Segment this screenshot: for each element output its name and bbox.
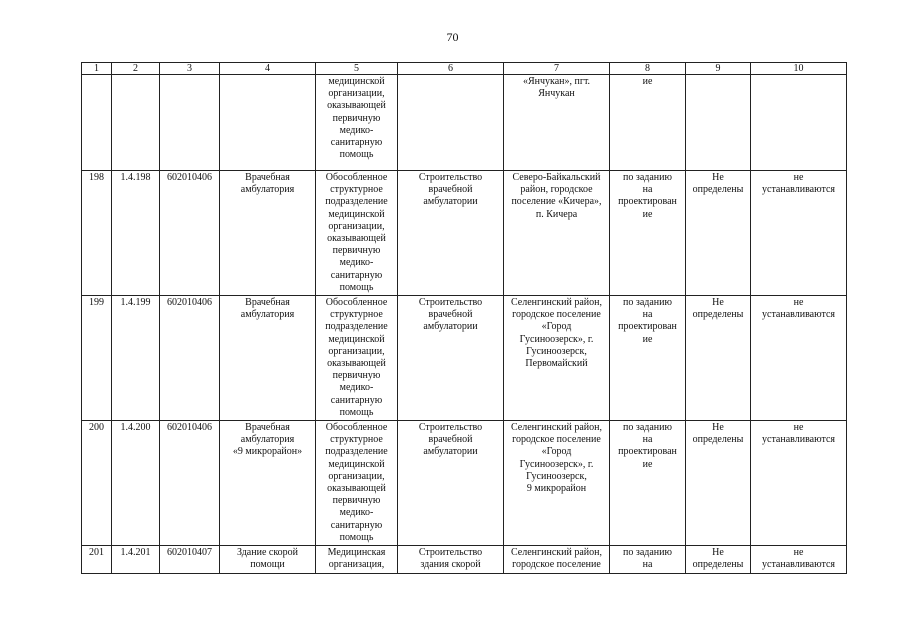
cell-text-line: Не bbox=[712, 547, 724, 559]
cell-text-line: определены bbox=[692, 309, 744, 321]
table-cell bbox=[82, 171, 112, 296]
cell-text-line: Строительство bbox=[418, 297, 483, 309]
column-header: 9 bbox=[686, 63, 751, 75]
cell-text-line: определены bbox=[692, 434, 744, 446]
cell-text-line: Врачебная bbox=[245, 297, 290, 309]
cell-text-line: медико- bbox=[339, 382, 374, 394]
table-cell bbox=[82, 421, 112, 546]
cell-text-line: оказывающей bbox=[327, 233, 386, 245]
table-cell bbox=[112, 296, 160, 421]
cell-text-line: 1.4.201 bbox=[120, 547, 151, 559]
cell-text-line: «Янчукан», пгт. bbox=[522, 76, 591, 87]
table-cell bbox=[751, 546, 847, 573]
cell-text-line: медико- bbox=[339, 507, 374, 519]
cell-text-line: поселение «Кичера», bbox=[511, 196, 602, 208]
cell-text-line: первичную bbox=[332, 370, 381, 382]
cell-text-line: определены bbox=[692, 184, 744, 196]
cell-text-line: Янчукан bbox=[538, 88, 575, 100]
table-cell bbox=[686, 296, 751, 421]
cell-text-line: организации, bbox=[328, 88, 385, 100]
cell-text-line: 199 bbox=[89, 297, 104, 309]
table-cell bbox=[610, 546, 686, 573]
cell-text-line: проектирован bbox=[618, 446, 677, 458]
table-cell bbox=[504, 421, 610, 546]
cell-text-line: подразделение bbox=[325, 196, 388, 208]
column-header: 5 bbox=[316, 63, 398, 75]
cell-text-line: Обособленное bbox=[325, 297, 388, 309]
cell-text-line: ие bbox=[642, 208, 653, 220]
cell-text-line: ие bbox=[642, 76, 653, 87]
cell-text-line: санитарную bbox=[330, 519, 383, 531]
table-cell bbox=[751, 75, 847, 171]
cell-text-line: первичную bbox=[332, 245, 381, 257]
cell-text-line: на bbox=[642, 434, 653, 446]
cell-text-line: медицинской bbox=[328, 458, 385, 470]
cell-text-line: по заданию bbox=[623, 422, 672, 434]
cell-text-line: Обособленное bbox=[325, 172, 388, 183]
cell-text-line: медицинской bbox=[328, 76, 385, 87]
table-cell bbox=[398, 75, 504, 171]
cell-text-line: устанавливаются bbox=[762, 309, 835, 321]
table-cell bbox=[82, 546, 112, 573]
cell-text-line: устанавливаются bbox=[762, 184, 835, 196]
table-cell bbox=[82, 296, 112, 421]
cell-text-line: структурное bbox=[330, 309, 383, 321]
table-cell bbox=[610, 75, 686, 171]
table-row bbox=[82, 171, 847, 296]
cell-text-line: Не bbox=[712, 297, 724, 309]
table-cell bbox=[316, 421, 398, 546]
cell-text-line: Не bbox=[712, 172, 724, 183]
cell-text-line: первичную bbox=[332, 495, 381, 507]
cell-text-line: санитарную bbox=[330, 394, 383, 406]
table-cell bbox=[686, 546, 751, 573]
table-cell bbox=[112, 75, 160, 171]
column-header: 7 bbox=[504, 63, 610, 75]
cell-text-line: проектирован bbox=[618, 321, 677, 333]
cell-text-line: 602010407 bbox=[167, 547, 212, 559]
table-cell bbox=[160, 421, 220, 546]
cell-text-line: Врачебная bbox=[245, 422, 290, 434]
cell-text-line: район, городское bbox=[520, 184, 593, 196]
table-cell bbox=[160, 171, 220, 296]
table-cell bbox=[316, 75, 398, 171]
cell-text-line: Селенгинский район, bbox=[511, 422, 602, 434]
column-header: 8 bbox=[610, 63, 686, 75]
cell-text-line: оказывающей bbox=[327, 100, 386, 112]
table-cell bbox=[751, 171, 847, 296]
cell-text-line: медико- bbox=[339, 124, 374, 136]
column-header: 2 bbox=[112, 63, 160, 75]
cell-text-line: п. Кичера bbox=[535, 208, 578, 220]
page-number: 70 bbox=[446, 30, 459, 44]
cell-text-line: помощи bbox=[250, 559, 285, 571]
cell-text-line: Строительство bbox=[418, 172, 483, 183]
cell-text-line: медицинской bbox=[328, 208, 385, 220]
cell-text-line: «Город bbox=[541, 321, 572, 333]
cell-text-line: помощь bbox=[339, 149, 374, 161]
cell-text-line: амбулатория bbox=[240, 434, 295, 446]
cell-text-line: 1.4.200 bbox=[120, 422, 151, 434]
cell-text-line: городское поселение bbox=[512, 434, 601, 446]
cell-text-line: 201 bbox=[89, 547, 104, 559]
cell-text-line: «9 микрорайон» bbox=[232, 446, 303, 458]
cell-text-line: амбулатория bbox=[240, 309, 295, 321]
cell-text-line: оказывающей bbox=[327, 483, 386, 495]
cell-text-line: медико- bbox=[339, 257, 374, 269]
cell-text-line: на bbox=[642, 559, 653, 571]
cell-text-line: первичную bbox=[332, 112, 381, 124]
table-cell bbox=[398, 546, 504, 573]
table-cell bbox=[82, 75, 112, 171]
cell-text-line: санитарную bbox=[330, 137, 383, 149]
cell-text-line: помощь bbox=[339, 531, 374, 543]
table-cell bbox=[504, 171, 610, 296]
table-row bbox=[82, 75, 847, 171]
cell-text-line: организации, bbox=[328, 220, 385, 232]
table-cell bbox=[610, 296, 686, 421]
cell-text-line: помощь bbox=[339, 281, 374, 293]
table-cell bbox=[160, 75, 220, 171]
table-cell bbox=[686, 421, 751, 546]
cell-text-line: 200 bbox=[89, 422, 104, 434]
cell-text-line: устанавливаются bbox=[762, 434, 835, 446]
cell-text-line: не bbox=[793, 422, 804, 434]
cell-text-line: санитарную bbox=[330, 269, 383, 281]
table-cell bbox=[220, 546, 316, 573]
table-body bbox=[82, 75, 847, 574]
cell-text-line: 1.4.199 bbox=[120, 297, 151, 309]
cell-text-line: Селенгинский район, bbox=[511, 547, 602, 559]
cell-text-line: амбулатория bbox=[240, 184, 295, 196]
cell-text-line: по заданию bbox=[623, 547, 672, 559]
table-cell bbox=[112, 171, 160, 296]
table-cell bbox=[220, 421, 316, 546]
table-row bbox=[82, 421, 847, 546]
table-row bbox=[82, 546, 847, 573]
cell-text-line: «Город bbox=[541, 446, 572, 458]
cell-text-line: проектирован bbox=[618, 196, 677, 208]
cell-text-line: не bbox=[793, 172, 804, 183]
table-cell bbox=[686, 75, 751, 171]
cell-text-line: городское поселение bbox=[512, 309, 601, 321]
cell-text-line: врачебной bbox=[428, 434, 473, 446]
cell-text-line: Не bbox=[712, 422, 724, 434]
cell-text-line: здания скорой bbox=[420, 559, 481, 571]
table-cell bbox=[220, 75, 316, 171]
cell-text-line: ие bbox=[642, 333, 653, 345]
table-cell bbox=[504, 296, 610, 421]
table-cell bbox=[316, 171, 398, 296]
document-table bbox=[81, 62, 847, 574]
cell-text-line: организации, bbox=[328, 470, 385, 482]
cell-text-line: 602010406 bbox=[167, 422, 212, 434]
table-cell bbox=[112, 546, 160, 573]
cell-text-line: Гусиноозерск», г. bbox=[519, 458, 594, 470]
table-cell bbox=[220, 296, 316, 421]
table-cell bbox=[398, 171, 504, 296]
cell-text-line: городское поселение bbox=[512, 559, 601, 571]
cell-text-line: не bbox=[793, 547, 804, 559]
cell-text-line: Гусиноозерск», г. bbox=[519, 333, 594, 345]
cell-text-line: на bbox=[642, 309, 653, 321]
cell-text-line: Северо-Байкальский bbox=[512, 172, 601, 183]
cell-text-line: Гусиноозерск, bbox=[526, 345, 587, 357]
cell-text-line: 9 микрорайон bbox=[526, 483, 587, 495]
cell-text-line: по заданию bbox=[623, 172, 672, 183]
table-cell bbox=[504, 75, 610, 171]
cell-text-line: Первомайский bbox=[525, 358, 588, 370]
cell-text-line: медицинской bbox=[328, 333, 385, 345]
table-cell bbox=[751, 296, 847, 421]
cell-text-line: 198 bbox=[89, 172, 104, 183]
cell-text-line: помощь bbox=[339, 406, 374, 418]
column-header: 1 bbox=[82, 63, 112, 75]
cell-text-line: врачебной bbox=[428, 309, 473, 321]
table-row bbox=[82, 296, 847, 421]
cell-text-line: 602010406 bbox=[167, 172, 212, 183]
cell-text-line: оказывающей bbox=[327, 358, 386, 370]
cell-text-line: по заданию bbox=[623, 297, 672, 309]
cell-text-line: структурное bbox=[330, 434, 383, 446]
cell-text-line: структурное bbox=[330, 184, 383, 196]
table-cell bbox=[112, 421, 160, 546]
cell-text-line: Здание скорой bbox=[236, 547, 299, 559]
header-row bbox=[82, 63, 847, 75]
column-header: 4 bbox=[220, 63, 316, 75]
table-cell bbox=[504, 546, 610, 573]
table-cell bbox=[160, 296, 220, 421]
cell-text-line: подразделение bbox=[325, 446, 388, 458]
table-cell bbox=[610, 171, 686, 296]
cell-text-line: амбулатории bbox=[423, 196, 478, 208]
column-header: 3 bbox=[160, 63, 220, 75]
cell-text-line: Врачебная bbox=[245, 172, 290, 183]
cell-text-line: Строительство bbox=[418, 422, 483, 434]
cell-text-line: амбулатории bbox=[423, 321, 478, 333]
cell-text-line: подразделение bbox=[325, 321, 388, 333]
table-cell bbox=[751, 421, 847, 546]
table-cell bbox=[316, 296, 398, 421]
table-cell bbox=[398, 421, 504, 546]
table-cell bbox=[398, 296, 504, 421]
cell-text-line: ие bbox=[642, 458, 653, 470]
cell-text-line: Селенгинский район, bbox=[511, 297, 602, 309]
cell-text-line: организации, bbox=[328, 345, 385, 357]
cell-text-line: 602010406 bbox=[167, 297, 212, 309]
cell-text-line: 1.4.198 bbox=[120, 172, 151, 183]
cell-text-line: амбулатории bbox=[423, 446, 478, 458]
cell-text-line: на bbox=[642, 184, 653, 196]
column-header: 6 bbox=[398, 63, 504, 75]
cell-text-line: Гусиноозерск, bbox=[526, 470, 587, 482]
cell-text-line: врачебной bbox=[428, 184, 473, 196]
cell-text-line: устанавливаются bbox=[762, 559, 835, 571]
cell-text-line: определены bbox=[692, 559, 744, 571]
column-header: 10 bbox=[751, 63, 847, 75]
table-cell bbox=[160, 546, 220, 573]
table-cell bbox=[686, 171, 751, 296]
cell-text-line: Строительство bbox=[418, 547, 483, 559]
cell-text-line: организация, bbox=[328, 559, 385, 571]
cell-text-line: не bbox=[793, 297, 804, 309]
table-cell bbox=[316, 546, 398, 573]
cell-text-line: Медицинская bbox=[327, 547, 386, 559]
table-cell bbox=[610, 421, 686, 546]
cell-text-line: Обособленное bbox=[325, 422, 388, 434]
table-cell bbox=[220, 171, 316, 296]
